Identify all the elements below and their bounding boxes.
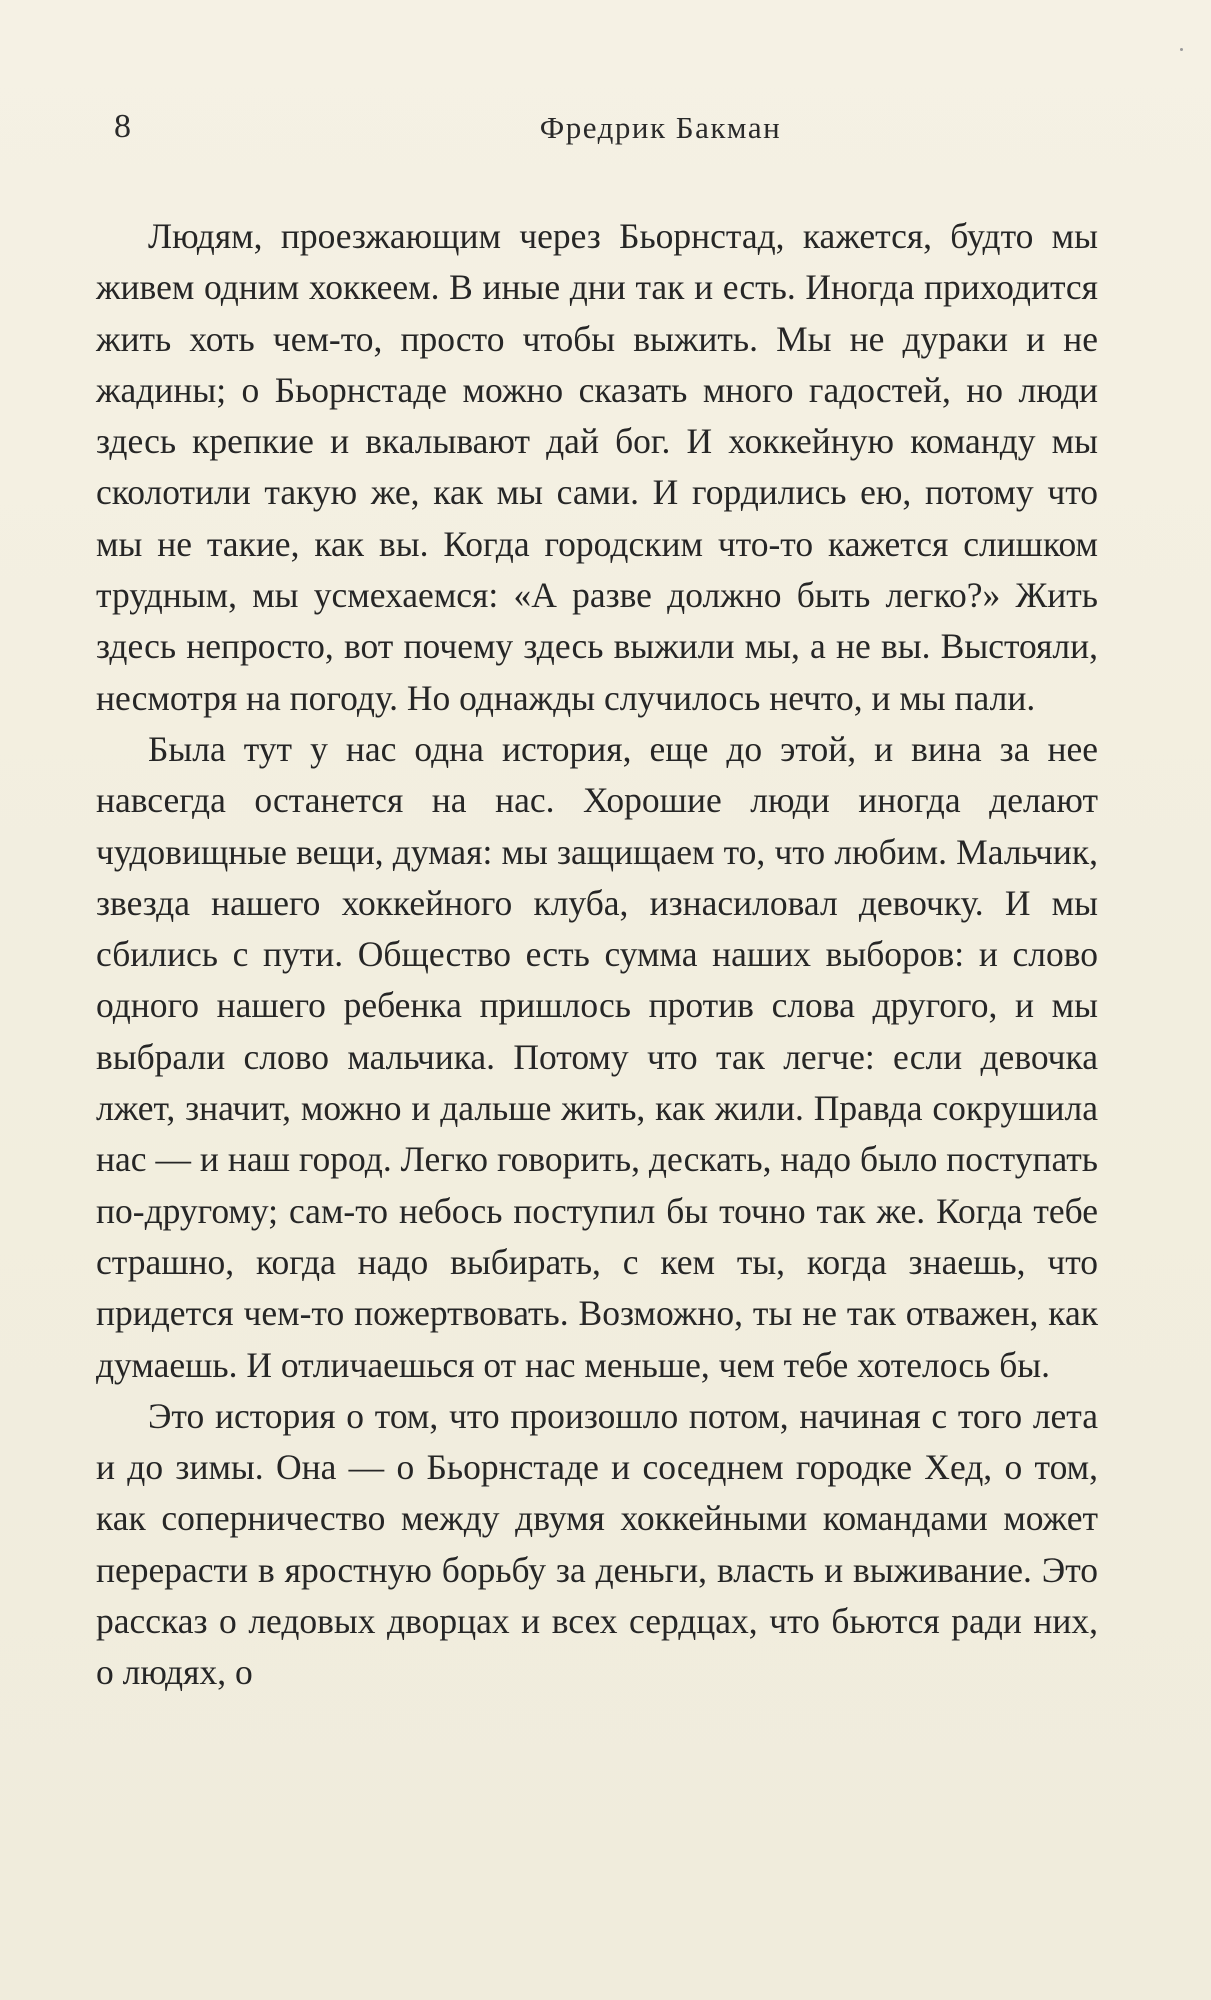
page-number: 8 [114, 108, 132, 145]
paragraph-3: Это история о том, что произошло потом, начиная с того лета и до зимы. Она — о Бьорнстаде и соседнем городке Хед, о том, как соперничество между двумя хоккейными командами может перерасти в яростную борьбу за деньги, власть и выживание. Это рассказ о ледовых дворцах и всех сердцах, что бьются ради них, о людях, о [96, 1395, 1098, 1693]
body-text [96, 211, 1098, 1699]
paragraph-2: Была тут у нас одна история, еще до этой, и вина за нее навсегда останется на нас. Хорошие люди иногда делают чудовищные вещи, думая: мы защищаем то, что любим. Мальчик, звезда нашего хоккейного клуба, изнасиловал девочку. И мы сбились с пути. Общество есть сумма наших выборов: и слово одного нашего ребенка пришлось против слова другого, и мы выбрали слово мальчика. Потому что так легче: если девочка лжет, значит, можно и дальше жить, как жили. Правда сокрушила нас — и наш город. Легко говорить, дескать, надо было поступать по-другому; сам-то небось поступил бы точно так же. Когда тебе страшно, когда надо выбирать, с кем ты, когда знаешь, что придется чем-то пожертвовать. Возможно, ты не так отважен, как думаешь. И отличаешься от нас меньше, чем тебе хотелось бы. [96, 728, 1098, 1385]
print-speck [1180, 48, 1183, 51]
page-header [96, 108, 1115, 160]
paragraph-1: Людям, проезжающим через Бьорнстад, кажется, будто мы живем одним хоккеем. В иные дни так и есть. Иногда приходится жить хоть чем-то, просто чтобы выжить. Мы не дураки и не жадины; о Бьорнстаде можно сказать много гадостей, но люди здесь крепкие и вкалывают дай бог. И хоккейную команду мы сколотили такую же, как мы сами. И гордились ею, потому что мы не такие, как вы. Когда городским что-то кажется слишком трудным, мы усмехаемся: «А разве должно быть легко?» Жить здесь непросто, вот почему здесь выжили мы, а не вы. Выстояли, несмотря на погоду. Но однажды случилось нечто, и мы пали. [96, 216, 1098, 718]
running-head-author: Фредрик Бакман [539, 110, 782, 145]
